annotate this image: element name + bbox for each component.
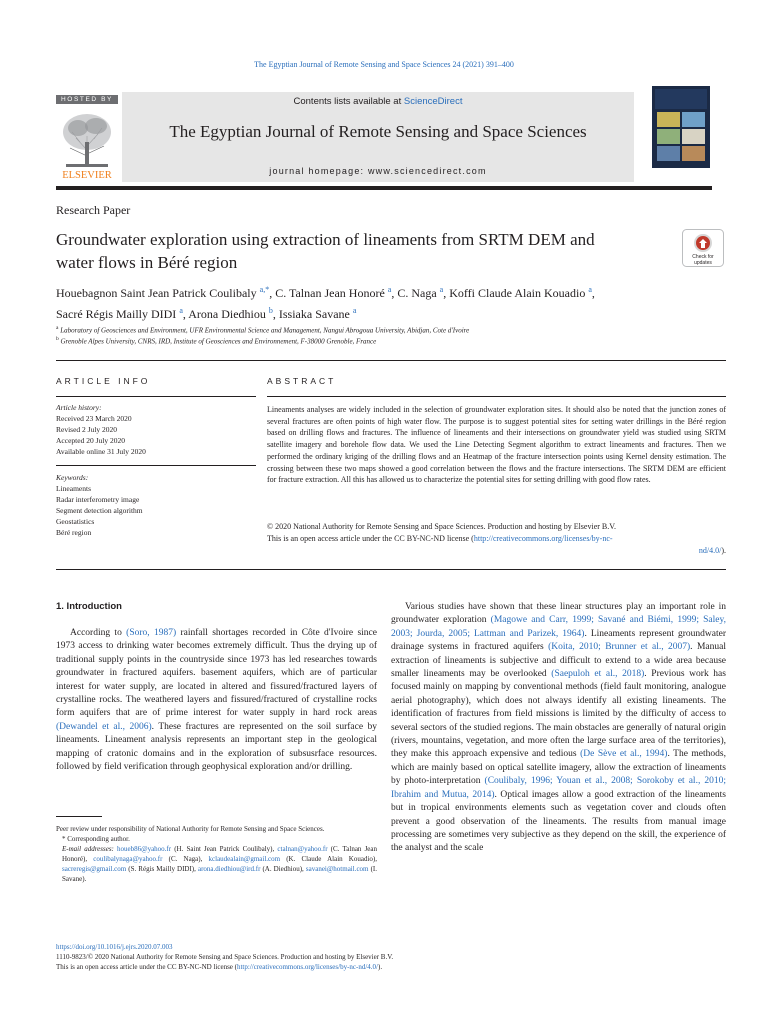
homepage-link[interactable]: www.sciencedirect.com: [367, 166, 487, 176]
history-accepted: Accepted 20 July 2020: [56, 436, 125, 445]
abstract-rule: [267, 396, 726, 397]
header-rule: [56, 186, 712, 190]
body-text: . Lineaments represent groundwater drainage systems in fractured aquifers: [391, 628, 726, 653]
page-footer: [56, 942, 726, 972]
author-name[interactable]: C. Naga: [397, 286, 437, 300]
author-separator: ,: [591, 286, 595, 300]
author-name[interactable]: C. Talnan Jean Honoré: [275, 286, 385, 300]
section-heading-introduction: 1. Introduction: [56, 601, 122, 612]
email-owner: (I. Savane).: [62, 865, 377, 883]
journal-cover-image: [652, 86, 710, 168]
author-separator: ,: [391, 286, 398, 300]
email-link[interactable]: savanei@hotmail.com: [305, 865, 369, 873]
body-text: . These fractures are represented on the soil surface by lineaments. Lineament analysis represents an important step in the geological mapping of cratonic domains and in the exploration of subsusrface resources. followed by field verification through geophysical exploration and/or drilling.: [56, 721, 377, 773]
hosted-by-label: HOSTED BY: [56, 95, 118, 104]
body-text: rainfall shortages recorded in Côte d'Ivoire since 1973 access to drinking water becomes extremely difficult. Thus the drying up of traditional supply points in the countryside since 1973 has led researches towards groundwater in fractured aquifers. basement aquifers, which are of particular interest for water supply, are located in altered and fissured/fractured layers of crystalline rocks. The weathered layers and fissured/fractured of crystalline rocks form aquifers that are of prime interest for water supply in hard rock areas: [56, 628, 377, 719]
intro-right-column: [391, 601, 726, 856]
contents-line: [122, 96, 634, 107]
author-affiliation-mark[interactable]: a: [439, 285, 444, 294]
elsevier-logo[interactable]: [56, 106, 118, 180]
doi-link[interactable]: https://doi.org/10.1016/j.ejrs.2020.07.003: [56, 943, 173, 951]
footnotes: [56, 824, 377, 884]
citation-link[interactable]: (Dewandel et al., 2006): [56, 721, 152, 732]
author-affiliation-mark[interactable]: b: [268, 306, 273, 315]
keyword-item: Radar interferometry image: [56, 495, 140, 504]
abstract-heading: ABSTRACT: [267, 376, 337, 386]
keywords-rule: [56, 465, 256, 466]
footnote-rule: [56, 816, 102, 817]
keywords-label: Keywords:: [56, 473, 89, 482]
homepage-line: [122, 166, 634, 176]
abstract-copyright: © 2020 National Authority for Remote Sensing and Space Sciences. Production and hosting by Elsevier B.V.: [267, 522, 616, 531]
article-info-rule: [56, 396, 256, 397]
citation-link[interactable]: (Koita, 2010; Brunner et al., 2007): [548, 642, 691, 653]
history-revised: Revised 2 July 2020: [56, 425, 118, 434]
author-affiliation-mark[interactable]: a: [387, 285, 392, 294]
affiliation-text: Grenoble Alpes University, CNRS, IRD, Institute of Geosciences and Environnement, F-38000 Grenoble, France: [60, 337, 377, 346]
author-list: [56, 281, 726, 323]
email-owner: (H. Saint Jean Patrick Coulibaly),: [171, 845, 278, 853]
abstract-divider: [56, 569, 726, 570]
license-link[interactable]: http://creativecommons.org/licenses/by-nc-: [473, 534, 613, 543]
affiliation-mark: a: [56, 325, 59, 331]
author-affiliation-mark[interactable]: a: [588, 285, 592, 294]
peer-review-note: Peer review under responsibility of National Authority for Remote Sensing and Space Sciences.: [56, 825, 325, 833]
abstract-license: [267, 533, 726, 545]
check-for-updates-button[interactable]: [682, 229, 724, 267]
author-name[interactable]: Sacré Régis Mailly DIDI: [56, 307, 177, 321]
title-divider: [56, 360, 726, 361]
author-name[interactable]: Arona Diedhiou: [188, 307, 266, 321]
citation-link[interactable]: (De Sève et al., 1994): [580, 749, 668, 760]
license-link-continued[interactable]: nd/4.0/: [698, 546, 722, 555]
sciencedirect-link[interactable]: ScienceDirect: [403, 96, 463, 107]
email-owner: (C. Talnan Jean Honoré),: [62, 845, 378, 863]
author-separator: ,: [182, 307, 189, 321]
author-separator: ,: [443, 286, 450, 300]
keyword-item: Béré region: [56, 528, 92, 537]
history-received: Received 23 March 2020: [56, 414, 132, 423]
body-text: . Optical images allow a good extraction of the lineaments but in tropical environments elements such as vegetation cover and clouds often prevent a good observation of the lineaments. The results from manual image processing are sometimes very subjective as they depend on the skill, the experience of the analyst and the scale: [391, 789, 726, 854]
affiliation-text: Laboratory of Geosciences and Environment, UFR Environmental Science and Management, Nangui Abrogoua University, Abidjan, Cote d'Ivoire: [60, 326, 470, 335]
email-owner: (K. Claude Alain Kouadio),: [280, 855, 377, 863]
issn-line: 1110-9823/© 2020 National Authority for Remote Sensing and Space Sciences. Production and hosting by Elsevier B.V.: [56, 953, 394, 961]
contents-prefix: Contents lists available at: [293, 96, 404, 107]
email-link[interactable]: houeb86@yahoo.fr: [117, 845, 172, 853]
author-affiliation-mark[interactable]: a,*: [259, 285, 270, 294]
email-link[interactable]: kclaudealain@gmail.com: [208, 855, 281, 863]
author-affiliation-mark[interactable]: a: [179, 306, 183, 315]
author-separator: ,: [269, 286, 276, 300]
intro-left-column: [56, 627, 377, 774]
journal-citation-link[interactable]: The Egyptian Journal of Remote Sensing and Space Sciences 24 (2021) 391–400: [254, 60, 514, 69]
email-link[interactable]: ctalnan@yahoo.fr: [277, 845, 328, 853]
article-type: Research Paper: [56, 203, 131, 217]
abstract-body: Lineaments analyses are widely included in the selection of groundwater exploration sites. It should also be noted that the junction zones of several fractures are often points of high water flow. The purpose is to suggest potential sites for setting water drillings in the Béré region based on drilling flows and fractures. The influence of lineaments and their intersections on groundwater yield was studied using SRTM satellite imagery and borehole flow data. We used the Line Detecting Segment algorithm to extract lineaments and fractures. Then we performed the ordinary kriging of the drilling flows and an Heatmap of the fracture intersection points using Kernel density estimation. The crossing between these two maps showed a good correlation between the flows and the fracture intersections. The SRTM DEM are efficient for fracture extraction. All this has allowed us to characterize the potential sites for setting drilling with good flow rates.: [267, 405, 726, 485]
affiliation-b: [56, 334, 716, 346]
license-suffix: ).: [721, 546, 726, 555]
email-link[interactable]: arona.diedhiou@ird.fr: [197, 865, 261, 873]
homepage-prefix: journal homepage:: [269, 166, 368, 176]
body-text: Various studies have shown that these linear structures play an important role in groundwater exploration: [391, 602, 726, 626]
email-owner: (S. Régis Mailly DIDI),: [126, 865, 198, 873]
citation-link[interactable]: (Magowe and Carr, 1999; Savané and Biémi, 1999; Saley, 2003; Jourda, 2005; Lattman and Parizek, 1964): [391, 615, 727, 639]
article-title: Groundwater exploration using extraction of lineaments from SRTM DEM and water flows in Béré region: [56, 230, 595, 272]
email-link[interactable]: sacreregis@gmail.com: [62, 865, 127, 873]
corresponding-author-note: * Corresponding author.: [62, 835, 130, 843]
email-link[interactable]: coulibalynaga@yahoo.fr: [93, 855, 163, 863]
author-affiliation-mark[interactable]: a: [352, 306, 357, 315]
email-label: E-mail addresses:: [62, 845, 118, 853]
elsevier-wordmark: ELSEVIER: [62, 170, 112, 180]
journal-cover-thumbnail[interactable]: [652, 86, 710, 168]
keyword-item: Lineaments: [56, 484, 91, 493]
email-owner: (C. Naga),: [162, 855, 209, 863]
keyword-item: Geostatistics: [56, 517, 95, 526]
body-text: . Manual extraction of lineaments is subjective and difficult to extend to a wide area because smaller lineaments may be overlooked: [391, 642, 726, 680]
email-addresses: [56, 844, 377, 884]
article-history: [56, 402, 256, 457]
footer-license-prefix: This is an open access article under the CC BY-NC-ND license (: [56, 963, 237, 971]
footer-license-suffix: ).: [378, 963, 383, 971]
citation-link[interactable]: (Saepuloh et al., 2018): [551, 669, 645, 680]
license-prefix: This is an open access article under the CC BY-NC-ND license (: [267, 534, 474, 543]
citation-link[interactable]: (Coulibaly, 1996; Youan et al., 2008; Sorokoby et al., 2010; Ibrahim and Mutua, 2014): [391, 776, 726, 800]
body-text: . Previous work has focused mainly on mapping by conventional methods (field fault monitoring, analogue aerial photography), which does not always identify all existing lineaments. The identification of fractures from field missions is limited by the difficulty of access to several sectors of the studied regions. The main obstacles are generally of natural origin (rivers, mountains, vegetation, and more often the large surface area of the territories), they make this approach expensive and tedious: [391, 669, 726, 760]
footer-license-link[interactable]: http://creativecommons.org/licenses/by-nc-nd/4.0/: [236, 963, 378, 971]
check-updates-label-line2: updates: [694, 260, 712, 266]
elsevier-tree-icon: [56, 106, 118, 180]
author-name[interactable]: Houebagnon Saint Jean Patrick Coulibaly: [56, 286, 257, 300]
email-owner: (A. Diedhiou),: [260, 865, 306, 873]
history-available: Available online 31 July 2020: [56, 447, 146, 456]
check-updates-label-line1: Check for: [692, 254, 714, 260]
footer-license: [56, 962, 726, 972]
journal-name: The Egyptian Journal of Remote Sensing and Space Sciences: [169, 122, 587, 141]
history-label: Article history:: [56, 403, 102, 412]
affiliation-mark: b: [56, 336, 59, 342]
check-for-updates-icon: [682, 229, 724, 267]
keyword-item: Segment detection algorithm: [56, 506, 143, 515]
article-info-heading: ARTICLE INFO: [56, 376, 151, 386]
abstract-license-end: [267, 545, 726, 557]
body-text: According to: [70, 628, 127, 638]
author-separator: ,: [272, 307, 279, 321]
body-text: . The methods, which are mainly based on optical satellite imagery, allow the extraction of lineaments by photo-interpretation: [391, 749, 726, 787]
author-name[interactable]: Issiaka Savane: [278, 307, 350, 321]
keywords-block: [56, 472, 256, 538]
author-name[interactable]: Koffi Claude Alain Kouadio: [449, 286, 586, 300]
citation-link[interactable]: (Soro, 1987): [126, 628, 177, 638]
